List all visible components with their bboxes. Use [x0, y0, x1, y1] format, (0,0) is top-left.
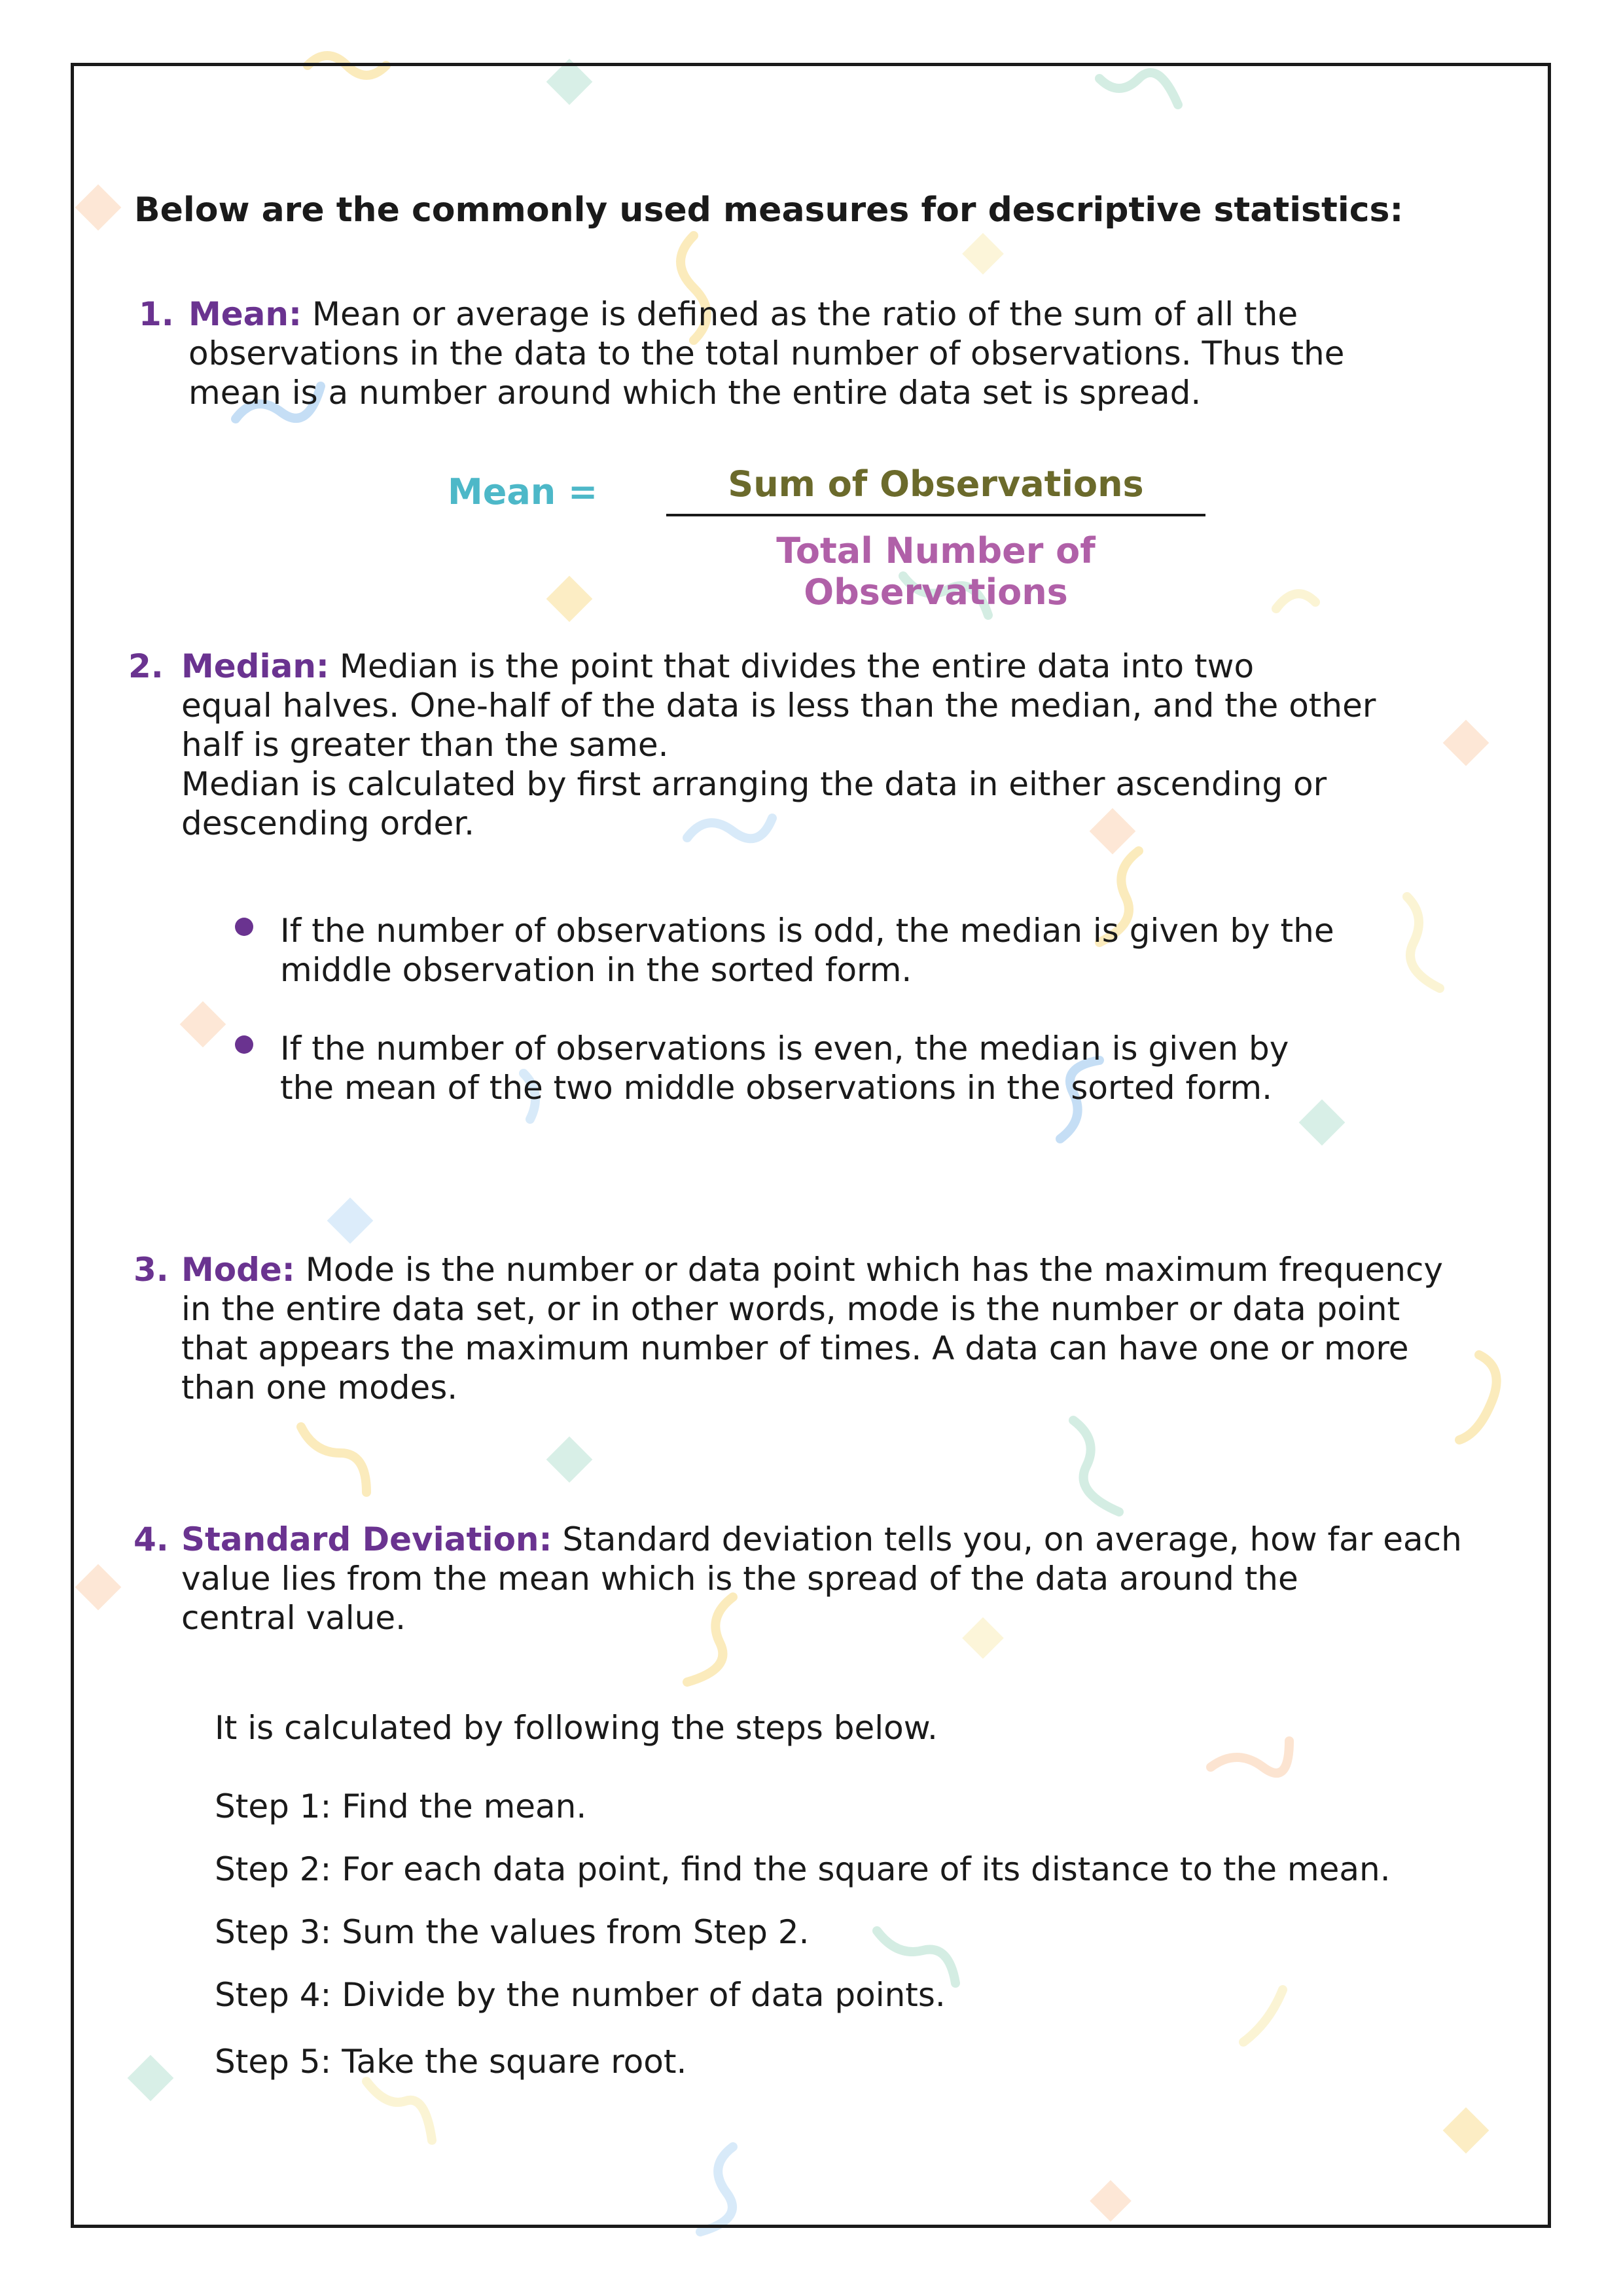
mode-definition-line-3: that appears the maximum number of times. A data can have one or more — [181, 1329, 1409, 1367]
mean-definition-line-1: Mean: Mean or average is defined as the ratio of the sum of all the — [188, 295, 1298, 333]
mean-definition-line-2: observations in the data to the total number of observations. Thus the — [188, 334, 1345, 372]
item-number-stddev: 4. — [134, 1520, 169, 1558]
stddev-step-5: Step 5: Take the square root. — [215, 2043, 687, 2081]
median-definition-line-2: equal halves. One-half of the data is less than the median, and the other — [181, 687, 1376, 725]
stddev-step-4: Step 4: Divide by the number of data points. — [215, 1976, 946, 2014]
stddev-step-1: Step 1: Find the mean. — [215, 1787, 587, 1825]
bullet-dot — [235, 1035, 253, 1054]
formula-denominator: Total Number of Observations — [776, 530, 1096, 613]
median-term: Median: — [181, 647, 329, 685]
stddev-steps-intro: It is calculated by following the steps below. — [215, 1709, 938, 1747]
mode-definition-line-1: Mode: Mode is the number or data point which has the maximum frequency — [181, 1251, 1443, 1289]
mode-term: Mode: — [181, 1251, 295, 1289]
stddev-definition-line-2: value lies from the mean which is the spread of the data around the — [181, 1560, 1298, 1598]
median-bullet-odd-line-1: If the number of observations is odd, the median is given by the — [280, 912, 1334, 950]
median-definition-line-1: Median: Median is the point that divides the entire data into two — [181, 647, 1255, 685]
median-definition-line-4: Median is calculated by first arranging the data in either ascending or — [181, 765, 1327, 803]
stddev-definition-line-3: central value. — [181, 1599, 406, 1637]
mode-definition-line-2: in the entire data set, or in other words, mode is the number or data point — [181, 1290, 1400, 1328]
median-bullet-even-line-1: If the number of observations is even, the median is given by — [280, 1030, 1289, 1067]
item-number-mode: 3. — [134, 1251, 169, 1289]
page-heading: Below are the commonly used measures for descriptive statistics: — [134, 190, 1404, 230]
median-bullet-even-line-2: the mean of the two middle observations in the sorted form. — [280, 1069, 1273, 1107]
median-definition-line-5: descending order. — [181, 804, 475, 842]
formula-numerator: Sum of Observations — [728, 463, 1144, 505]
stddev-term: Standard Deviation: — [181, 1520, 552, 1558]
formula-fraction-bar — [666, 514, 1205, 516]
mean-definition-line-3: mean is a number around which the entire data set is spread. — [188, 374, 1202, 412]
median-bullet-odd-line-2: middle observation in the sorted form. — [280, 951, 912, 989]
formula-mean-label: Mean = — [448, 471, 598, 512]
stddev-definition-line-1: Standard Deviation: Standard deviation tells you, on average, how far each — [181, 1520, 1462, 1558]
median-definition-line-3: half is greater than the same. — [181, 726, 669, 764]
stddev-step-2: Step 2: For each data point, find the square of its distance to the mean. — [215, 1850, 1391, 1888]
item-number-median: 2. — [128, 647, 164, 685]
bullet-dot — [235, 918, 253, 936]
mode-definition-line-4: than one modes. — [181, 1369, 458, 1407]
mean-term: Mean: — [188, 295, 302, 333]
stddev-step-3: Step 3: Sum the values from Step 2. — [215, 1913, 810, 1951]
item-number-mean: 1. — [139, 295, 174, 333]
